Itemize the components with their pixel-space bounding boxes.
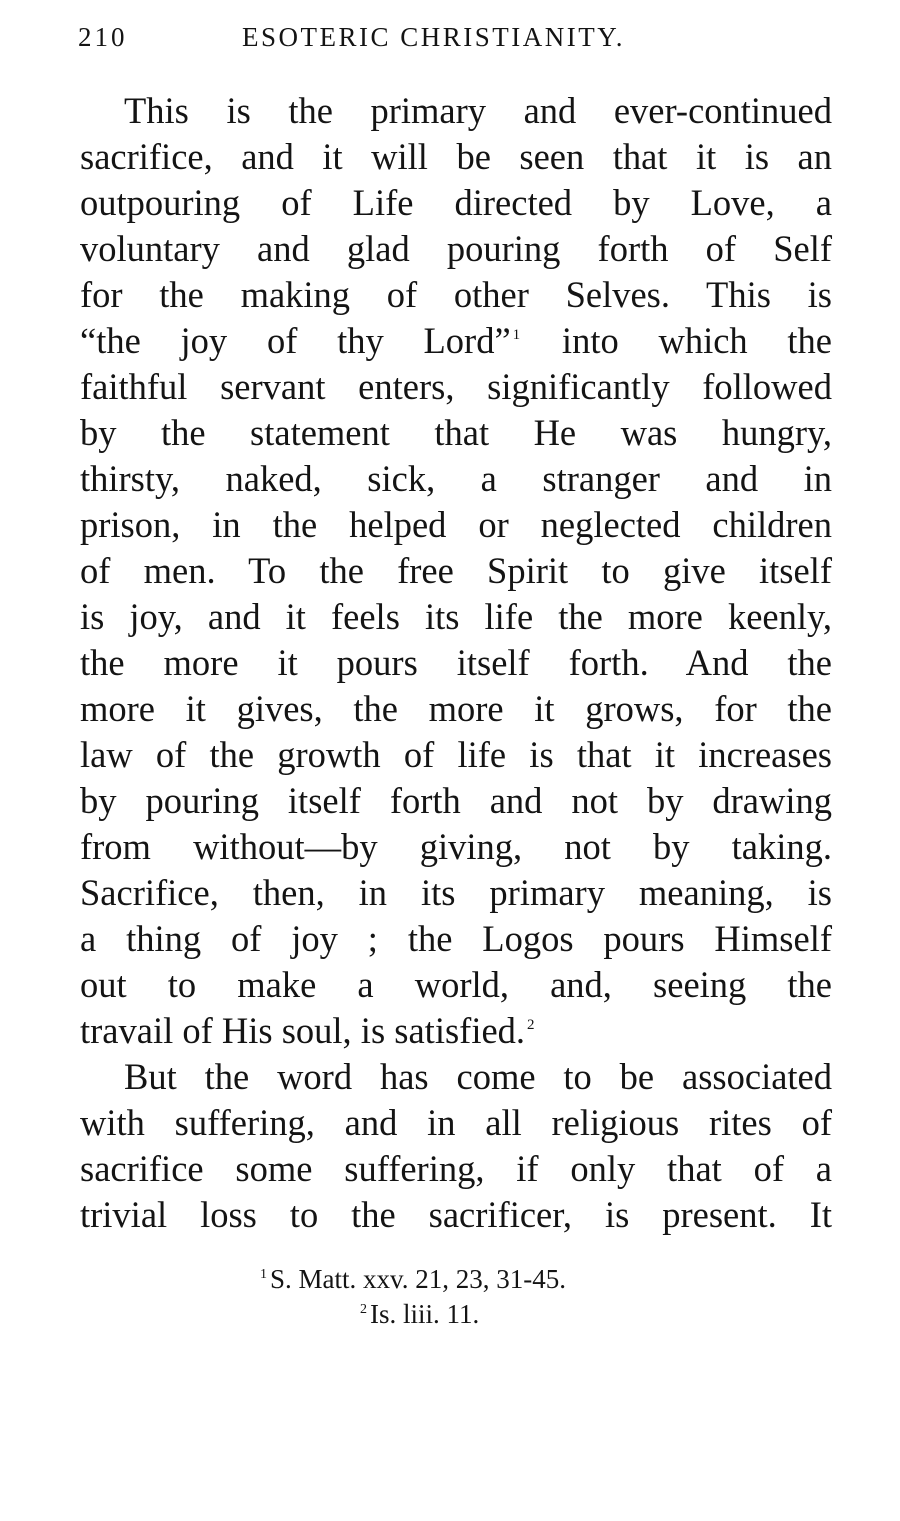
- text-line: for the making of other Selves. This is: [80, 274, 832, 315]
- text-line: by the statement that He was hungry,: [80, 412, 832, 453]
- text-line: prison, in the helped or neglected children: [80, 504, 832, 545]
- footnote-1: [260, 1262, 720, 1297]
- text-line: from without—by giving, not by taking.: [80, 826, 832, 867]
- page-header: [78, 22, 838, 58]
- text-segment: travail of His soul, is satisfied.: [80, 1010, 526, 1051]
- footnotes: [260, 1262, 720, 1332]
- text-segment: into which the: [561, 320, 833, 361]
- text-line: [80, 1008, 832, 1054]
- text-line: law of the growth of life is that it increases: [80, 734, 832, 775]
- text-line: more it gives, the more it grows, for the: [80, 688, 832, 729]
- text-line: faithful servant enters, significantly followed: [80, 366, 832, 407]
- footnote-reference-2: 2: [527, 1016, 535, 1033]
- footnote-mark: 2: [360, 1301, 367, 1317]
- footnote-reference-1: 1: [512, 326, 521, 343]
- footnote-text: Is. liii. 11.: [370, 1299, 480, 1329]
- text-line: the more it pours itself forth. And the: [80, 642, 832, 683]
- text-line: by pouring itself forth and not by drawing: [80, 780, 832, 821]
- quotation-text: “the joy of thy Lord”: [80, 320, 511, 361]
- text-line: [80, 318, 832, 364]
- text-line: a thing of joy ; the Logos pours Himself: [80, 918, 832, 959]
- text-line: This is the primary and ever-continued: [124, 90, 832, 131]
- text-line: outpouring of Life directed by Love, a: [80, 182, 832, 223]
- text-line: But the word has come to be associated: [124, 1056, 832, 1097]
- text-line: voluntary and glad pouring forth of Self: [80, 228, 832, 269]
- footnote-mark: 1: [260, 1266, 267, 1282]
- text-line: thirsty, naked, sick, a stranger and in: [80, 458, 832, 499]
- running-title: ESOTERIC CHRISTIANITY.: [242, 22, 626, 52]
- text-line: Sacrifice, then, in its primary meaning, is: [80, 872, 832, 913]
- text-line: sacrifice some suffering, if only that of a: [80, 1148, 832, 1189]
- footnote-text: S. Matt. xxv. 21, 23, 31-45.: [270, 1264, 566, 1294]
- text-line: out to make a world, and, seeing the: [80, 964, 832, 1005]
- text-line: is joy, and it feels its life the more keenly,: [80, 596, 832, 637]
- text-line: of men. To the free Spirit to give itself: [80, 550, 832, 591]
- footnote-2: [260, 1297, 720, 1332]
- page-number: 210: [78, 22, 128, 52]
- text-line: with suffering, and in all religious rites of: [80, 1102, 832, 1143]
- body-text: [80, 88, 832, 1238]
- text-line: sacrifice, and it will be seen that it is an: [80, 136, 832, 177]
- text-line: trivial loss to the sacrificer, is present. It: [80, 1194, 832, 1235]
